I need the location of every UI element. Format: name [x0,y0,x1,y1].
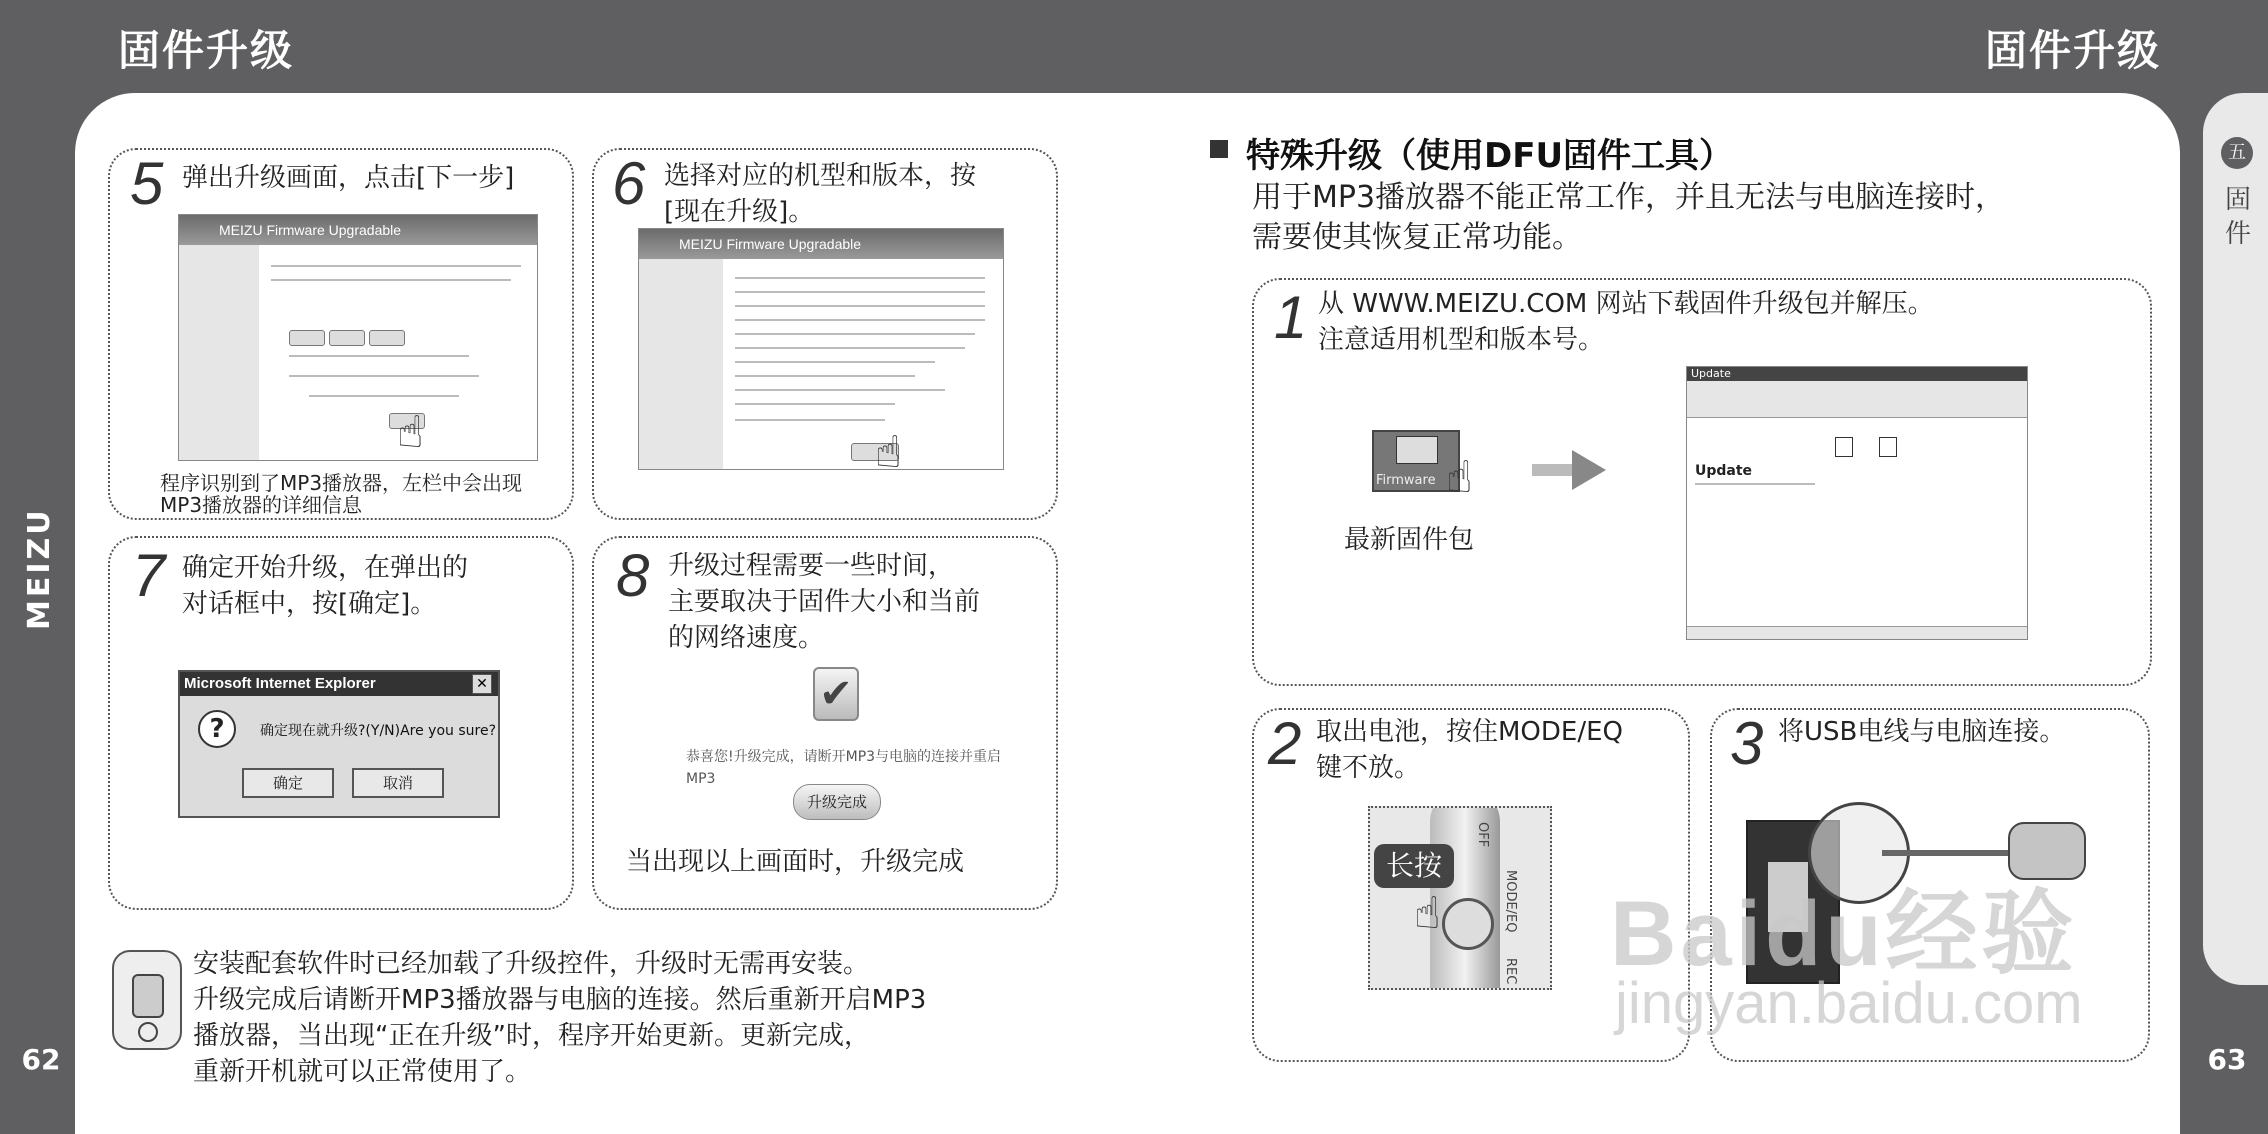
step5-screenshot [178,214,538,461]
step6-window-title: MEIZU Firmware Upgradable [639,229,1003,259]
step8-title-2: 主要取决于固件大小和当前 [668,587,981,617]
dfu-step2-line-2: 键不放。 [1316,753,1421,783]
step5-caption-2: MP3播放器的详细信息 [160,493,363,517]
dfu-step1-panel [1252,278,2152,686]
section-bullet-icon [1210,140,1228,158]
tip-line-1: 安装配套软件时已经加载了升级控件，升级时无需再安装。 [193,949,870,979]
arrow-shaft [1532,464,1576,476]
dfu-step1-line-1: 从 WWW.MEIZU.COM 网站下载固件升级包并解压。 [1318,289,1934,319]
player-button-photo [1368,806,1552,990]
explorer-window-title: Update [1687,367,2027,381]
dfu-step2-hand-cursor-icon: ☝ [1414,888,1441,939]
confirm-ok-button[interactable]: 确定 [242,768,334,798]
dfu-step1-line-2: 注意适用机型和版本号。 [1318,325,1605,355]
player-label-off: OFF [1475,822,1490,848]
step5-window-sidebar [179,245,259,460]
step5-win-btn-3 [369,330,405,346]
step5-hand-cursor-icon: ☝ [397,407,424,458]
dfu-step3-line-1: 将USB电线与电脑连接。 [1778,717,2066,747]
firmware-file-label: Firmware [1376,473,1436,488]
mode-eq-button [1442,898,1494,950]
tip-line-4: 重新开机就可以正常使用了。 [193,1057,532,1087]
step6-hand-cursor-icon: ☝ [875,427,902,470]
step5-number: 5 [130,150,164,217]
step8-caption: 当出现以上画面时，升级完成 [626,847,965,877]
section-desc-2: 需要使其恢复正常功能。 [1252,220,1582,255]
checkmark-icon: ✔ [813,667,859,721]
step6-panel [592,148,1058,520]
step6-number: 6 [612,150,646,217]
step6-window-sidebar [639,259,723,469]
confirm-dialog-title: Microsoft Internet Explorer [180,672,498,696]
step5-win-btn-1 [289,330,325,346]
dfu-step1-number: 1 [1274,284,1308,351]
step8-panel [592,536,1058,910]
watermark-brand: Baidu经验 [1610,883,2078,985]
step7-title-1: 确定开始升级，在弹出的 [182,553,469,583]
dfu-step3-number: 3 [1730,710,1764,777]
step5-window-title: MEIZU Firmware Upgradable [179,215,537,245]
step8-message: 恭喜您!升级完成，请断开MP3与电脑的连接并重启MP3 [686,749,1002,787]
arrow-right-icon [1572,450,1606,490]
side-brand: MEIZU [22,507,57,630]
chapter-char-2: 件 [2224,219,2251,249]
page-number-left: 62 [7,1035,75,1085]
chapter-label [2224,183,2252,251]
question-icon: ? [198,710,236,748]
page-number-right: 63 [2193,1035,2261,1085]
step6-screenshot [638,228,1004,470]
step7-title-2: 对话框中，按[确定]。 [182,589,437,619]
step5-win-btn-2 [329,330,365,346]
step7-number: 7 [132,542,166,609]
header-title-right: 固件升级 [1985,26,2162,75]
file-icon [1835,437,1853,457]
chapter-char-1: 固 [2224,185,2251,215]
dfu-step1-caption: 最新固件包 [1344,525,1475,555]
step8-title-3: 的网络速度。 [668,623,825,653]
upgrade-complete-button[interactable]: 升级完成 [793,784,881,820]
step8-number: 8 [616,542,650,609]
watermark-url: jingyan.baidu.com [1615,971,2083,1036]
step8-title-1: 升级过程需要一些时间， [668,551,955,581]
player-label-rec: REC [1503,958,1518,985]
confirm-cancel-button[interactable]: 取消 [352,768,444,798]
close-icon[interactable]: ✕ [472,674,492,694]
file-icon [1879,437,1897,457]
dfu-step2-line-1: 取出电池，按住MODE/EQ [1316,717,1623,747]
explorer-window [1686,366,2028,640]
step6-title-1: 选择对应的机型和版本，按 [664,161,977,191]
section-desc-1: 用于MP3播放器不能正常工作，并且无法与电脑连接时， [1252,180,2006,215]
player-label-mode-eq: MODE/EQ [1503,870,1518,933]
section-title: 特殊升级（使用DFU固件工具） [1246,136,1734,176]
long-press-badge: 长按 [1374,844,1454,888]
tip-line-3: 播放器，当出现“正在升级”时，程序开始更新。更新完成， [193,1021,870,1051]
step6-title-2: [现在升级]。 [664,197,815,227]
tip-line-2: 升级完成后请断开MP3播放器与电脑的连接。然后重新开启MP3 [193,985,927,1015]
step5-caption-1: 程序识别到了MP3播放器，左栏中会出现 [160,471,523,495]
dfu-step2-number: 2 [1268,710,1302,777]
chapter-badge: 五 [2221,137,2253,169]
explorer-folder-name: Update [1695,463,1753,479]
confirm-dialog [178,670,500,818]
step5-panel [108,148,574,520]
header-title-left: 固件升级 [118,26,295,75]
dfu-step1-hand-cursor-icon: ☝ [1446,452,1473,503]
step5-title: 弹出升级画面，点击[下一步] [182,163,515,193]
mascot-icon [112,950,182,1050]
confirm-dialog-message: 确定现在就升级?(Y/N)Are you sure? [260,723,497,739]
usb-cable [1882,850,2012,856]
